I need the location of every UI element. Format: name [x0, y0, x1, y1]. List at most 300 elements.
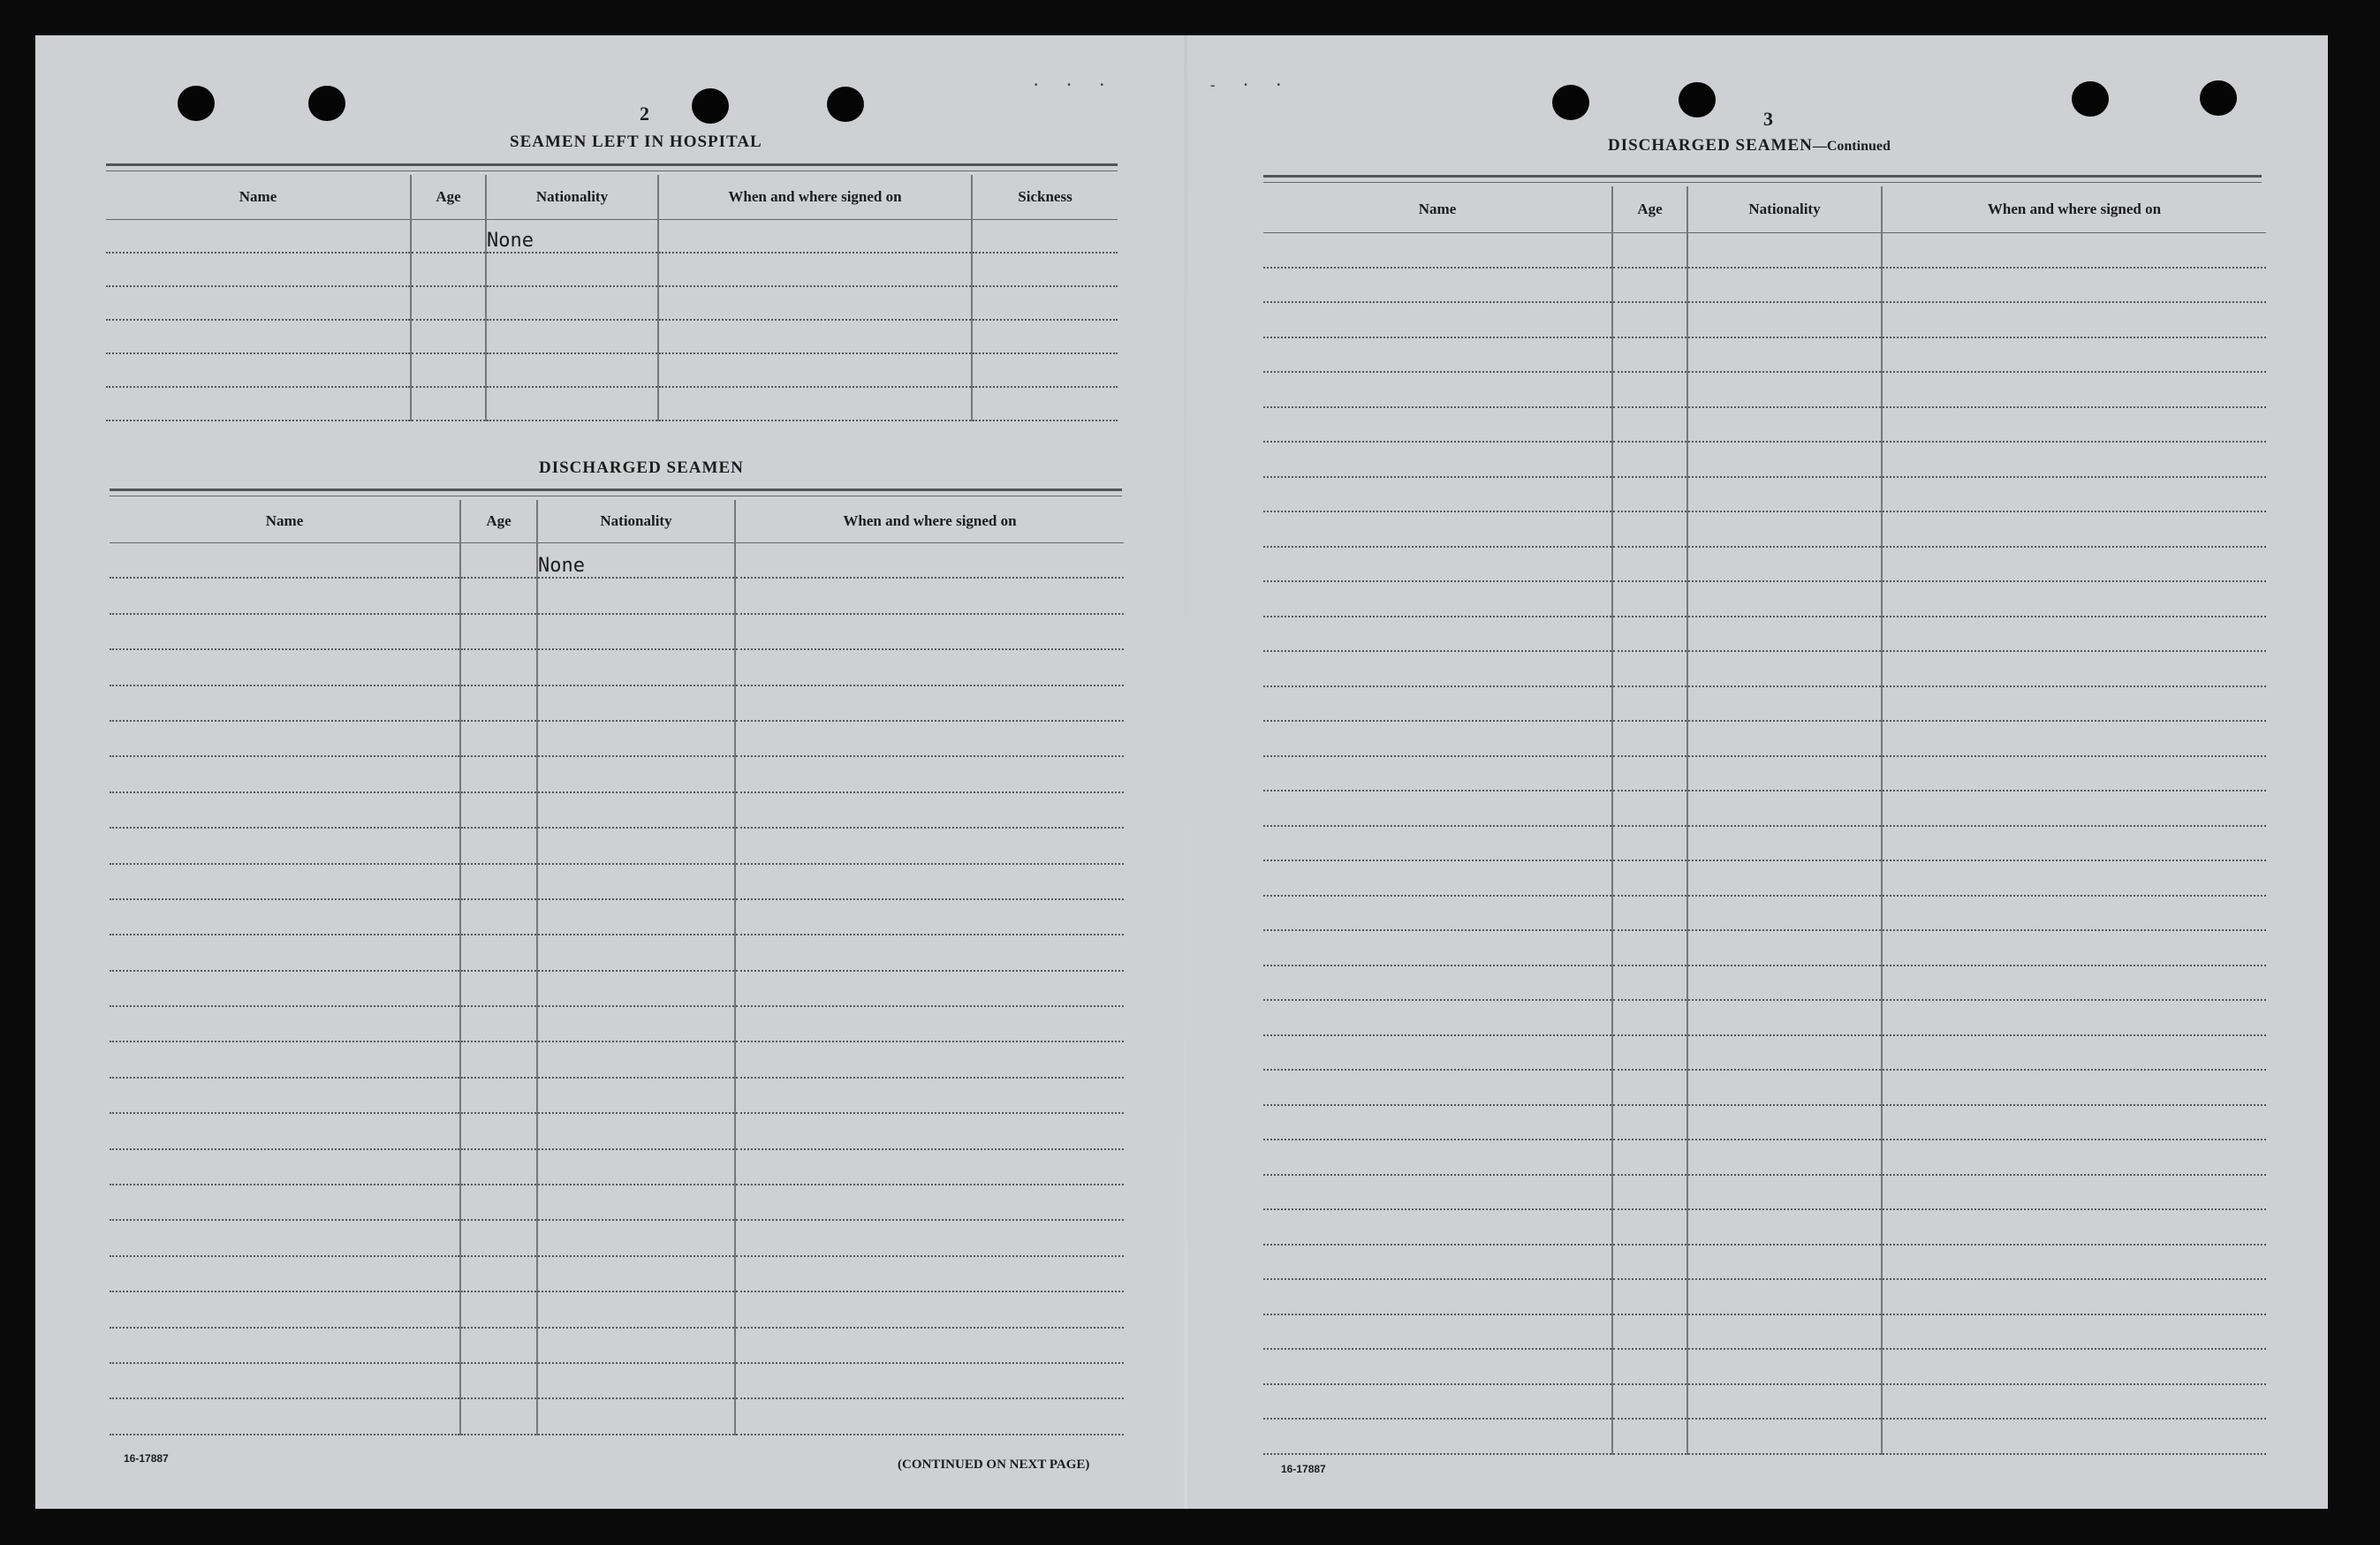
page-number: 2 — [640, 102, 649, 125]
table-row — [110, 578, 1124, 613]
table-cell — [1882, 1419, 2266, 1454]
table-cell — [1263, 686, 1612, 722]
table-cell — [1687, 1105, 1882, 1140]
table-row — [110, 1185, 1124, 1220]
table-cell — [1882, 337, 2266, 373]
table-cell — [460, 1078, 537, 1113]
table-cell — [972, 253, 1118, 286]
table-cell — [735, 1291, 1124, 1327]
table-cell — [1687, 1209, 1882, 1245]
table-cell — [460, 1006, 537, 1041]
table-cell — [735, 1078, 1124, 1113]
table-row — [110, 1113, 1124, 1148]
hospital-section-title: SEAMEN LEFT IN HOSPITAL — [510, 133, 762, 151]
table-cell — [1612, 791, 1687, 826]
table-row — [1263, 547, 2266, 582]
column-header-age: Age — [1612, 186, 1687, 232]
table-row — [110, 1149, 1124, 1185]
table-cell — [460, 792, 537, 828]
table-cell — [658, 387, 972, 420]
table-cell — [1687, 1349, 1882, 1384]
table-cell — [1263, 477, 1612, 512]
table-cell — [1263, 860, 1612, 896]
column-header-signed-on: When and where signed on — [658, 175, 972, 219]
table-row — [1263, 791, 2266, 826]
table-cell — [110, 971, 460, 1006]
column-header-nationality: Nationality — [486, 175, 658, 219]
table-cell — [1263, 966, 1612, 1001]
table-cell — [1612, 1070, 1687, 1105]
table-cell — [1612, 1384, 1687, 1420]
table-row — [110, 542, 1124, 578]
table-cell — [1263, 1349, 1612, 1384]
table-cell — [1263, 721, 1612, 756]
table-row — [1263, 1245, 2266, 1280]
table-cell — [735, 828, 1124, 863]
table-row — [1263, 860, 2266, 896]
table-cell — [1882, 1384, 2266, 1420]
table-cell — [1687, 966, 1882, 1001]
table-cell — [110, 1256, 460, 1291]
table-cell — [486, 286, 658, 320]
table-cell — [1687, 372, 1882, 407]
table-cell — [460, 935, 537, 970]
table-cell — [110, 1149, 460, 1185]
table-cell — [1612, 756, 1687, 791]
table-row — [1263, 1349, 2266, 1384]
table-cell — [1882, 547, 2266, 582]
table-row — [110, 1363, 1124, 1398]
table-cell — [537, 1078, 735, 1113]
table-cell — [1882, 511, 2266, 547]
table-cell — [1612, 1419, 1687, 1454]
table-row — [1263, 896, 2266, 931]
table-row — [1263, 511, 2266, 547]
table-row — [110, 899, 1124, 935]
table-cell — [460, 1185, 537, 1220]
table-cell — [1263, 547, 1612, 582]
table-cell — [106, 320, 411, 353]
table-cell — [460, 649, 537, 685]
table-cell — [110, 1041, 460, 1077]
table-cell — [1687, 232, 1882, 268]
discharged-continued-title — [1608, 136, 1891, 155]
table-cell — [1612, 1035, 1687, 1071]
table-cell — [735, 971, 1124, 1006]
column-header-nationality: Nationality — [1687, 186, 1882, 232]
table-row — [1263, 721, 2266, 756]
table-row — [1263, 372, 2266, 407]
table-cell — [1882, 721, 2266, 756]
table-cell — [1263, 1070, 1612, 1105]
table-cell — [1882, 930, 2266, 966]
title-suffix: —Continued — [1812, 139, 1891, 154]
table-row — [110, 935, 1124, 970]
column-header-nationality: Nationality — [537, 500, 735, 542]
table-cell — [658, 253, 972, 286]
table-cell — [658, 286, 972, 320]
discharged-section-title: DISCHARGED SEAMEN — [539, 458, 744, 477]
table-cell — [1882, 1140, 2266, 1175]
table-row — [1263, 1209, 2266, 1245]
table-cell — [1263, 1000, 1612, 1035]
table-row — [110, 1078, 1124, 1113]
table-cell — [537, 1113, 735, 1148]
table-cell — [110, 614, 460, 649]
binder-hole — [692, 88, 729, 124]
table-cell — [1882, 1175, 2266, 1210]
table-cell — [1263, 372, 1612, 407]
table-cell — [460, 899, 537, 935]
table-cell — [110, 864, 460, 899]
table-cell — [110, 792, 460, 828]
table-cell — [110, 685, 460, 721]
table-row — [106, 387, 1118, 420]
table-cell — [1687, 581, 1882, 617]
table-cell — [110, 1113, 460, 1148]
table-cell: None — [486, 219, 658, 253]
table-cell — [1263, 826, 1612, 861]
column-header-signed-on: When and where signed on — [1882, 186, 2266, 232]
column-header-age: Age — [411, 175, 486, 219]
table-cell — [110, 1220, 460, 1255]
binder-hole — [308, 86, 345, 121]
table-cell — [537, 864, 735, 899]
table-cell — [1612, 581, 1687, 617]
section-rule — [1263, 182, 2262, 183]
table-cell — [1687, 511, 1882, 547]
table-cell — [460, 578, 537, 613]
table-row — [110, 1328, 1124, 1363]
table-cell — [460, 721, 537, 756]
table-row — [1263, 1175, 2266, 1210]
table-cell — [537, 578, 735, 613]
table-cell — [460, 1291, 537, 1327]
table-row — [1263, 826, 2266, 861]
table-cell — [486, 353, 658, 387]
table-cell — [537, 1398, 735, 1434]
table-cell — [1687, 1419, 1882, 1454]
table-cell — [1882, 442, 2266, 477]
table-row — [1263, 1314, 2266, 1350]
table-cell — [1882, 756, 2266, 791]
table-cell — [1882, 1314, 2266, 1350]
table-cell — [110, 1291, 460, 1327]
table-cell — [110, 1006, 460, 1041]
table-cell — [1612, 1279, 1687, 1314]
table-cell — [411, 387, 486, 420]
column-header-signed-on: When and where signed on — [735, 500, 1124, 542]
table-cell — [735, 614, 1124, 649]
table-cell — [537, 1328, 735, 1363]
table-cell — [1882, 686, 2266, 722]
table-cell — [486, 387, 658, 420]
table-cell — [735, 1328, 1124, 1363]
table-cell — [1263, 1384, 1612, 1420]
table-cell — [735, 1256, 1124, 1291]
table-cell — [537, 1185, 735, 1220]
table-cell — [1687, 337, 1882, 373]
table-cell — [735, 1220, 1124, 1255]
table-cell — [1882, 1245, 2266, 1280]
table-cell — [1263, 407, 1612, 443]
table-row — [110, 721, 1124, 756]
column-header-name: Name — [110, 500, 460, 542]
table-cell — [1882, 302, 2266, 337]
section-rule — [106, 163, 1118, 166]
table-row — [110, 792, 1124, 828]
table-cell — [1612, 930, 1687, 966]
table-row — [1263, 407, 2266, 443]
table-cell — [1612, 1140, 1687, 1175]
table-cell — [1687, 826, 1882, 861]
table-row — [106, 253, 1118, 286]
table-cell — [460, 756, 537, 791]
table-row — [1263, 1070, 2266, 1105]
table-cell — [537, 935, 735, 970]
table-row — [110, 685, 1124, 721]
table-cell — [1612, 477, 1687, 512]
table-cell — [537, 828, 735, 863]
table-row — [1263, 442, 2266, 477]
table-cell — [1263, 581, 1612, 617]
table-cell — [1687, 686, 1882, 722]
table-cell — [735, 1149, 1124, 1185]
ledger-sheet — [35, 35, 2328, 1509]
table-cell — [1612, 826, 1687, 861]
table-cell — [735, 1041, 1124, 1077]
page-number: 3 — [1763, 108, 1773, 130]
table-cell — [1263, 302, 1612, 337]
table-row — [110, 649, 1124, 685]
table-cell — [537, 899, 735, 935]
table-cell — [1687, 1140, 1882, 1175]
table-cell — [1687, 1314, 1882, 1350]
table-cell: None — [537, 542, 735, 578]
table-cell — [537, 1291, 735, 1327]
table-cell — [110, 578, 460, 613]
table-row — [110, 756, 1124, 791]
table-cell — [658, 353, 972, 387]
table-row — [110, 864, 1124, 899]
table-row — [110, 971, 1124, 1006]
table-cell — [1687, 1000, 1882, 1035]
table-cell — [110, 756, 460, 791]
table-cell — [411, 253, 486, 286]
table-cell — [1687, 1384, 1882, 1420]
table-cell — [110, 721, 460, 756]
table-cell — [106, 219, 411, 253]
table-cell — [1612, 511, 1687, 547]
table-cell — [110, 899, 460, 935]
table-row — [110, 1220, 1124, 1255]
table-row — [1263, 232, 2266, 268]
table-cell — [106, 286, 411, 320]
table-cell — [1263, 651, 1612, 686]
table-cell — [1263, 1035, 1612, 1071]
table-cell — [460, 542, 537, 578]
column-header-sickness: Sickness — [972, 175, 1118, 219]
table-cell — [1882, 826, 2266, 861]
table-cell — [1263, 896, 1612, 931]
table-cell — [537, 756, 735, 791]
table-row — [110, 614, 1124, 649]
table-cell — [972, 320, 1118, 353]
table-cell — [110, 1078, 460, 1113]
table-cell — [460, 1256, 537, 1291]
page-fold — [1184, 35, 1187, 1509]
table-cell — [1687, 721, 1882, 756]
table-cell — [1687, 1070, 1882, 1105]
hospital-table — [106, 175, 1118, 421]
table-cell — [1687, 791, 1882, 826]
table-cell — [972, 286, 1118, 320]
table-cell — [735, 721, 1124, 756]
binder-hole — [2200, 80, 2237, 116]
table-row — [110, 1256, 1124, 1291]
column-header-name: Name — [1263, 186, 1612, 232]
table-cell — [658, 219, 972, 253]
table-cell — [1612, 1349, 1687, 1384]
binder-hole — [178, 86, 215, 121]
print-specks: - · · — [1210, 78, 1293, 93]
table-cell — [1612, 372, 1687, 407]
table-cell — [537, 614, 735, 649]
table-cell — [1263, 337, 1612, 373]
discharged-table — [110, 500, 1124, 1435]
table-cell — [537, 685, 735, 721]
table-row — [1263, 651, 2266, 686]
table-cell — [1687, 756, 1882, 791]
table-cell — [486, 320, 658, 353]
table-cell — [110, 1398, 460, 1434]
table-cell — [110, 935, 460, 970]
table-cell — [1612, 547, 1687, 582]
table-cell — [1882, 232, 2266, 268]
table-row — [110, 1291, 1124, 1327]
table-row — [1263, 966, 2266, 1001]
table-cell — [1263, 1279, 1612, 1314]
table-row — [1263, 686, 2266, 722]
table-cell — [735, 649, 1124, 685]
table-row — [1263, 930, 2266, 966]
section-rule — [106, 170, 1118, 171]
table-cell — [1263, 617, 1612, 652]
column-header-age: Age — [460, 500, 537, 542]
title-main: DISCHARGED SEAMEN — [1608, 136, 1813, 155]
table-cell — [1687, 860, 1882, 896]
table-cell — [110, 542, 460, 578]
table-cell — [486, 253, 658, 286]
table-cell — [460, 1149, 537, 1185]
table-cell — [537, 649, 735, 685]
table-row — [1263, 756, 2266, 791]
table-row — [106, 320, 1118, 353]
table-row — [110, 1398, 1124, 1434]
table-cell — [1263, 1105, 1612, 1140]
table-row — [110, 828, 1124, 863]
table-row — [106, 219, 1118, 253]
table-cell — [1687, 617, 1882, 652]
table-cell — [1882, 268, 2266, 303]
table-cell — [1263, 930, 1612, 966]
table-cell — [735, 542, 1124, 578]
table-row — [1263, 1105, 2266, 1140]
table-row — [1263, 617, 2266, 652]
column-header-name: Name — [106, 175, 411, 219]
table-cell — [106, 253, 411, 286]
table-cell — [1687, 651, 1882, 686]
table-cell — [460, 1328, 537, 1363]
table-row — [1263, 337, 2266, 373]
table-cell — [1612, 617, 1687, 652]
table-cell — [1263, 1140, 1612, 1175]
table-cell — [537, 971, 735, 1006]
binder-hole — [1679, 82, 1716, 117]
table-cell — [735, 1185, 1124, 1220]
table-row — [1263, 1384, 2266, 1420]
table-cell — [1882, 1035, 2266, 1071]
table-cell — [1612, 1000, 1687, 1035]
table-cell — [110, 1328, 460, 1363]
table-cell — [537, 1041, 735, 1077]
table-cell — [1882, 617, 2266, 652]
table-cell — [1263, 1245, 1612, 1280]
table-cell — [1882, 407, 2266, 443]
table-cell — [411, 219, 486, 253]
table-cell — [1263, 756, 1612, 791]
table-cell — [1882, 477, 2266, 512]
table-cell — [537, 1363, 735, 1398]
table-cell — [110, 649, 460, 685]
table-cell — [537, 1149, 735, 1185]
continued-note: (CONTINUED ON NEXT PAGE) — [898, 1458, 1090, 1472]
table-cell — [1687, 442, 1882, 477]
table-cell — [1612, 1209, 1687, 1245]
table-cell — [537, 1006, 735, 1041]
table-cell — [1882, 372, 2266, 407]
table-cell — [1612, 966, 1687, 1001]
table-cell — [1882, 651, 2266, 686]
table-cell — [735, 864, 1124, 899]
table-cell — [735, 792, 1124, 828]
table-cell — [1263, 791, 1612, 826]
table-cell — [1687, 407, 1882, 443]
table-cell — [1612, 896, 1687, 931]
table-cell — [1882, 896, 2266, 931]
table-cell — [1263, 1314, 1612, 1350]
table-cell — [1612, 442, 1687, 477]
table-cell — [411, 286, 486, 320]
table-row — [110, 1041, 1124, 1077]
table-cell — [1612, 1314, 1687, 1350]
table-row — [1263, 268, 2266, 303]
table-cell — [460, 971, 537, 1006]
table-cell — [106, 387, 411, 420]
binder-hole — [1552, 85, 1589, 120]
table-cell — [460, 828, 537, 863]
table-cell — [1263, 511, 1612, 547]
section-rule — [1263, 175, 2262, 178]
table-cell — [735, 1113, 1124, 1148]
table-cell — [411, 320, 486, 353]
table-cell — [1612, 302, 1687, 337]
table-cell — [1612, 337, 1687, 373]
table-cell — [106, 353, 411, 387]
binder-hole — [827, 87, 864, 122]
table-cell — [735, 935, 1124, 970]
table-cell — [735, 1363, 1124, 1398]
